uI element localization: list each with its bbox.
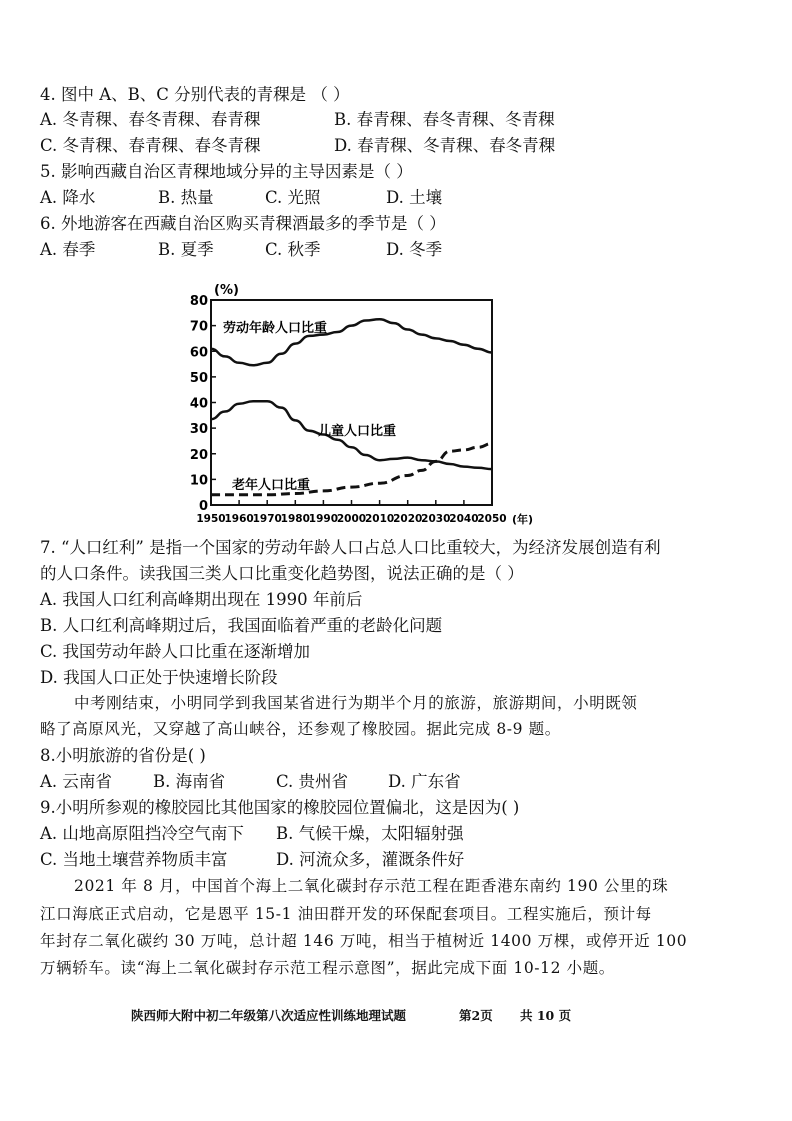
x-tick-label: 1980: [280, 513, 310, 525]
y-tick-label: 50: [190, 370, 208, 386]
q5-option-d: D. 土壤: [386, 188, 443, 207]
x-tick-label: 2000: [336, 513, 367, 525]
q5-option-b: B. 热量: [158, 188, 214, 207]
x-tick-label: 1990: [308, 513, 339, 525]
q7-option-d: D. 我国人口正处于快速增长阶段: [40, 668, 278, 687]
x-tick-label: 2050: [477, 513, 507, 525]
q9-option-a: A. 山地高原阻挡冷空气南下: [40, 824, 244, 843]
footer-exam-title: 陕西师大附中初二年级第八次适应性训练地理试题: [131, 1008, 407, 1023]
q5-option-c: C. 光照: [265, 188, 321, 207]
q6-option-d: D. 冬季: [386, 240, 443, 259]
q7-stem-line2: 的人口条件。读我国三类人口比重变化趋势图，说法正确的是（ ）: [40, 564, 524, 583]
y-tick-label: 40: [190, 396, 208, 412]
q6-stem: 6. 外地游客在西藏自治区购买青稞酒最多的季节是（ ）: [40, 214, 446, 233]
passage-8-9-line1: 中考刚结束，小明同学到我国某省进行为期半个月的旅游，旅游期间，小明既领: [74, 694, 638, 712]
x-tick-label: 2030: [421, 513, 451, 525]
passage-10-12-line1: 2021 年 8 月，中国首个海上二氧化碳封存示范工程在距香港东南约 190 公里的珠: [74, 877, 669, 895]
q8-option-d: D. 广东省: [388, 772, 461, 791]
q8-stem: 8.小明旅游的省份是( ): [40, 746, 206, 765]
x-tick-label: 1960: [224, 513, 254, 525]
population-ratio-chart: [190, 280, 550, 532]
x-tick-label: 1970: [252, 513, 282, 525]
y-tick-label: 70: [190, 319, 208, 335]
x-axis-ticks: [196, 500, 506, 525]
q6-option-b: B. 夏季: [158, 240, 214, 259]
q4-option-d: D. 春青稞、冬青稞、春冬青稞: [334, 136, 556, 155]
y-axis-ticks: [190, 294, 216, 514]
series-label-labor: 劳动年龄人口比重: [223, 321, 328, 336]
x-tick-label: 2010: [364, 513, 395, 525]
q9-option-c: C. 当地土壤营养物质丰富: [40, 850, 228, 869]
q4-option-c: C. 冬青稞、春青稞、春冬青稞: [40, 136, 261, 155]
x-tick-label: 2020: [393, 513, 423, 525]
y-tick-label: 20: [190, 447, 208, 463]
q9-stem: 9.小明所参观的橡胶园比其他国家的橡胶园位置偏北，这是因为( ): [40, 798, 520, 817]
y-tick-label: 30: [190, 422, 208, 438]
q5-option-a: A. 降水: [40, 188, 96, 207]
y-tick-label: 0: [198, 499, 208, 514]
q9-option-b: B. 气候干燥，太阳辐射强: [276, 824, 464, 843]
q8-option-a: A. 云南省: [40, 772, 112, 791]
x-tick-label: 2040: [449, 513, 479, 525]
q4-option-a: A. 冬青稞、春冬青稞、春青稞: [40, 110, 261, 129]
chart-series: [211, 319, 492, 495]
passage-10-12-line4: 万辆轿车。读“海上二氧化碳封存示范工程示意图”，据此完成下面 10-12 小题。: [40, 959, 615, 977]
q7-stem-line1: 7. “人口红利” 是指一个国家的劳动年龄人口占总人口比重较大，为经济发展创造有利: [40, 538, 661, 557]
footer-page-number: 第2页: [459, 1008, 493, 1023]
q7-option-c: C. 我国劳动年龄人口比重在逐渐增加: [40, 642, 311, 661]
q7-option-b: B. 人口红利高峰期过后，我国面临着严重的老龄化问题: [40, 616, 443, 635]
y-tick-label: 60: [190, 345, 208, 361]
q4-option-b: B. 春青稞、春冬青稞、冬青稞: [334, 110, 555, 129]
y-tick-label: 10: [190, 473, 208, 489]
passage-10-12-line3: 年封存二氧化碳约 30 万吨，总计超 146 万吨，相当于植树近 1400 万棵，或停开近 100: [40, 932, 688, 950]
q6-option-a: A. 春季: [40, 240, 96, 259]
passage-10-12-line2: 江口海底正式启动，它是恩平 15-1 油田群开发的环保配套项目。工程实施后，预计每: [40, 905, 652, 923]
series-label-children: 儿童人口比重: [318, 424, 397, 439]
q7-option-a: A. 我国人口红利高峰期出现在 1990 年前后: [40, 590, 363, 609]
passage-8-9-line2: 略了高原风光，又穿越了高山峡谷，还参观了橡胶园。据此完成 8-9 题。: [40, 720, 561, 738]
footer-total-pages: 共 10 页: [520, 1008, 572, 1023]
x-tick-label: 1950: [196, 513, 226, 525]
series-label-elderly: 老年人口比重: [232, 478, 311, 493]
x-unit-label: (年): [512, 513, 534, 526]
q8-option-b: B. 海南省: [153, 772, 226, 791]
q4-stem: 4. 图中 A、B、C 分别代表的青稞是 （ ）: [40, 85, 350, 104]
y-tick-label: 80: [190, 294, 208, 309]
y-unit-label: (%): [214, 283, 239, 298]
q9-option-d: D. 河流众多，灌溉条件好: [276, 850, 465, 869]
q5-stem: 5. 影响西藏自治区青稞地域分异的主导因素是（ ）: [40, 162, 413, 181]
q6-option-c: C. 秋季: [265, 240, 321, 259]
q8-option-c: C. 贵州省: [276, 772, 349, 791]
